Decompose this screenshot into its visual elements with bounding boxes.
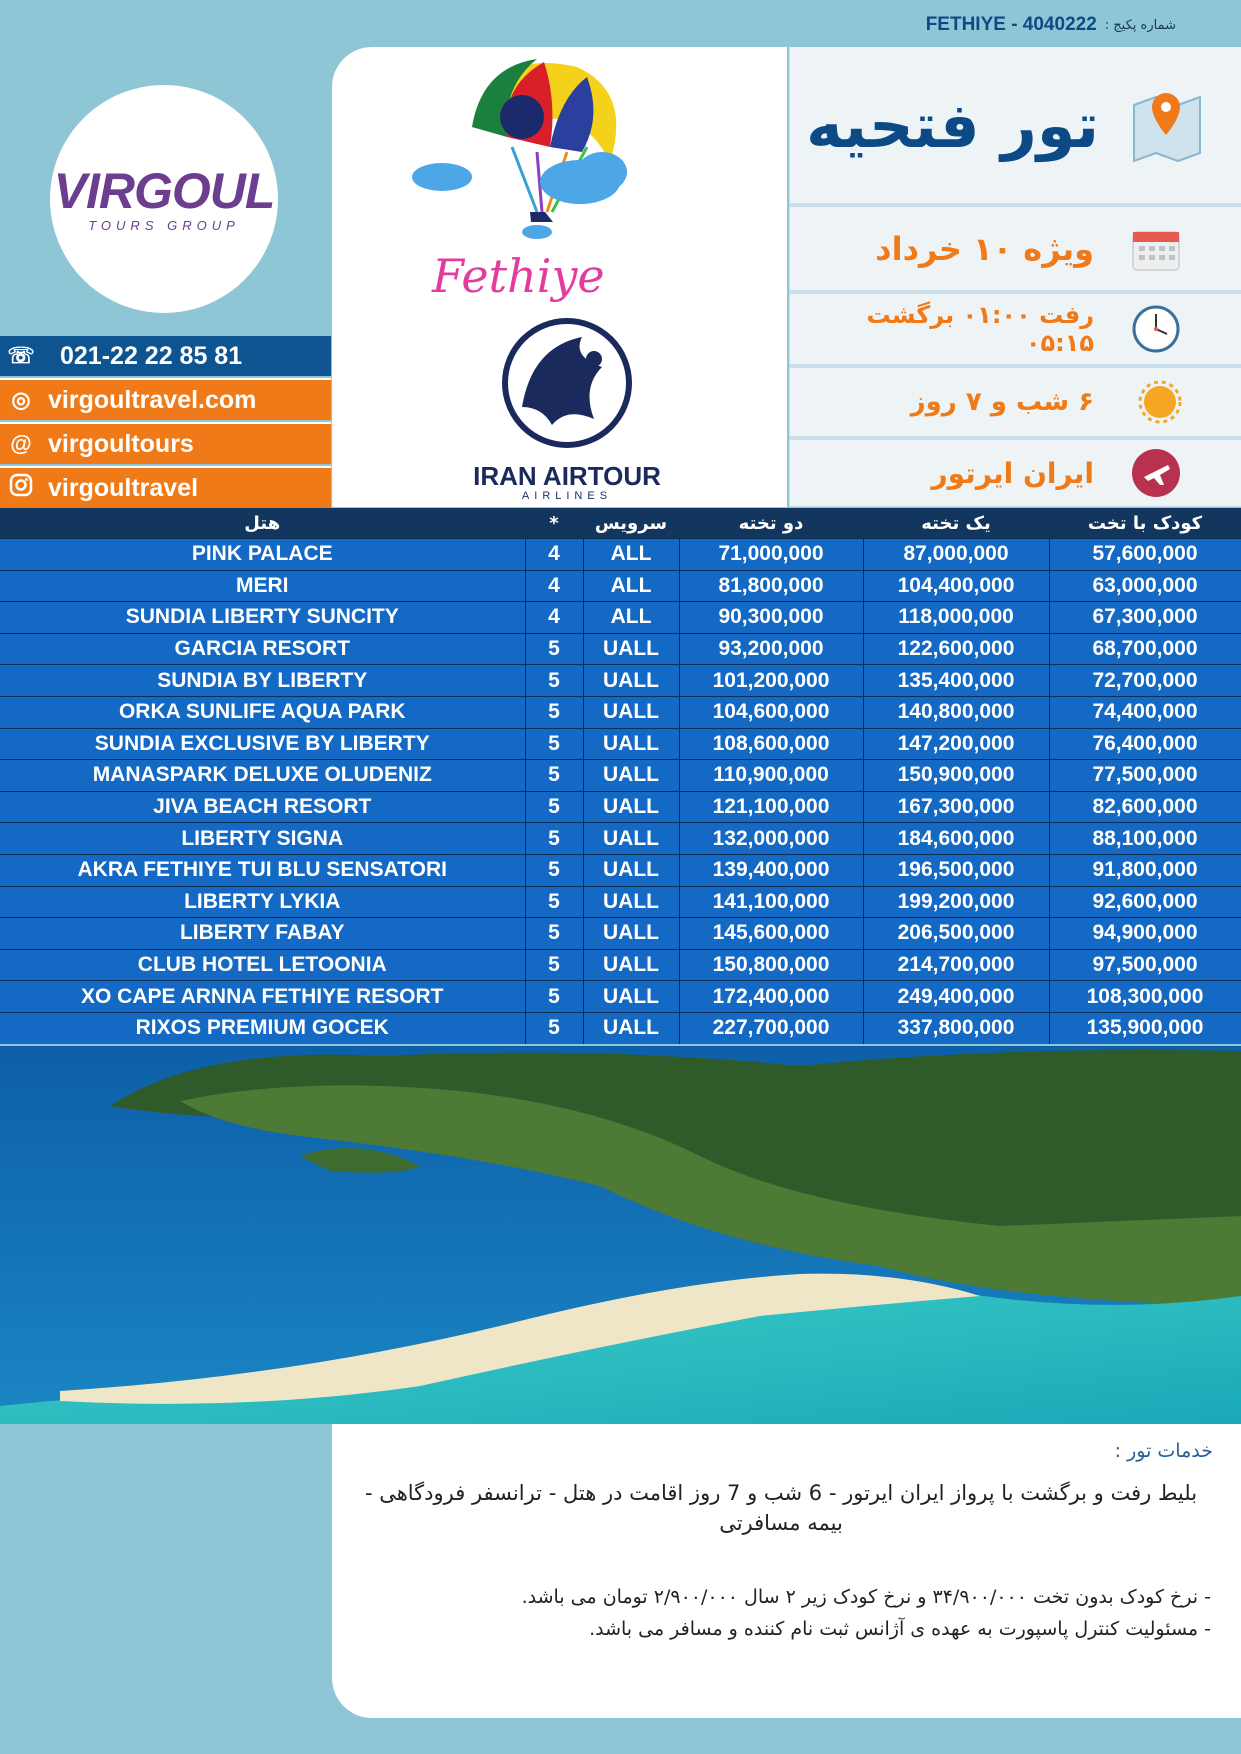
cell-hotel: AKRA FETHIYE TUI BLU SENSATORI — [0, 854, 525, 886]
cell-child: 57,600,000 — [1049, 539, 1241, 571]
cell-star: 5 — [525, 696, 583, 728]
cell-hotel: SUNDIA EXCLUSIVE BY LIBERTY — [0, 728, 525, 760]
cell-single: 337,800,000 — [863, 1012, 1049, 1043]
cell-child: 91,800,000 — [1049, 854, 1241, 886]
cell-single: 135,400,000 — [863, 665, 1049, 697]
package-code: FETHIYE - 4040222 — [925, 14, 1097, 35]
cell-single: 104,400,000 — [863, 570, 1049, 602]
header-child: کودک با تخت — [1049, 508, 1241, 539]
cell-child: 77,500,000 — [1049, 760, 1241, 792]
info-duration-row — [790, 368, 1241, 436]
flight-times: رفت ۰۱:۰۰ برگشت ۰۵:۱۵ — [866, 301, 1095, 357]
info-title-row — [790, 47, 1241, 203]
cell-hotel: SUNDIA LIBERTY SUNCITY — [0, 602, 525, 634]
cell-service: UALL — [583, 760, 679, 792]
table-row — [0, 791, 1241, 823]
cell-child: 67,300,000 — [1049, 602, 1241, 634]
cell-service: UALL — [583, 886, 679, 918]
cell-double: 93,200,000 — [679, 633, 863, 665]
cell-service: UALL — [583, 1012, 679, 1043]
phone-icon: ☏ — [7, 343, 35, 368]
cell-hotel: RIXOS PREMIUM GOCEK — [0, 1012, 525, 1043]
cell-star: 5 — [525, 791, 583, 823]
contact-website-text: virgoultravel.com — [48, 385, 257, 414]
cell-service: ALL — [583, 602, 679, 634]
contact-email[interactable] — [0, 422, 331, 464]
table-row — [0, 539, 1241, 571]
cell-star: 5 — [525, 728, 583, 760]
child-rate-note: - نرخ کودک بدون تخت ۳۴/۹۰۰/۰۰۰ و نرخ کودک زیر ۲ سال ۲/۹۰۰/۰۰۰ تومان می باشد. — [521, 1586, 1211, 1608]
passport-note: - مسئولیت کنترل پاسپورت به عهده ی آژانس ثبت نام کننده و مسافر می باشد. — [589, 1618, 1211, 1640]
cell-child: 74,400,000 — [1049, 696, 1241, 728]
cell-single: 167,300,000 — [863, 791, 1049, 823]
table-row — [0, 728, 1241, 760]
cell-double: 227,700,000 — [679, 1012, 863, 1043]
cell-double: 145,600,000 — [679, 918, 863, 950]
calendar-icon — [1116, 219, 1196, 279]
cell-star: 5 — [525, 1012, 583, 1043]
table-row — [0, 602, 1241, 634]
cell-single: 140,800,000 — [863, 696, 1049, 728]
cell-hotel: LIBERTY SIGNA — [0, 823, 525, 855]
globe-icon: ◎ — [11, 387, 31, 412]
cell-service: UALL — [583, 918, 679, 950]
cell-hotel: SUNDIA BY LIBERTY — [0, 665, 525, 697]
table-row — [0, 633, 1241, 665]
header-hotel: هتل — [0, 508, 525, 539]
cell-star: 5 — [525, 760, 583, 792]
table-row — [0, 696, 1241, 728]
services-title: خدمات تور : — [1114, 1440, 1213, 1462]
cell-service: UALL — [583, 728, 679, 760]
info-special-row — [790, 207, 1241, 290]
contact-email-text: virgoultours — [48, 429, 194, 458]
services-body: بلیط رفت و برگشت با پرواز ایران ایرتور - 6 شب و 7 روز اقامت در هتل - ترانسفر فرودگاهی - بیمه مسافرتی — [364, 1481, 1198, 1535]
cell-star: 4 — [525, 602, 583, 634]
cell-child: 108,300,000 — [1049, 981, 1241, 1013]
info-times-row — [790, 294, 1241, 364]
header-service: سرویس — [583, 508, 679, 539]
cell-star: 5 — [525, 665, 583, 697]
airline-name-fa: ایران ایرتور — [931, 456, 1094, 490]
virgoul-logo — [50, 85, 278, 313]
contact-phone-text: 021-22 22 85 81 — [60, 341, 243, 370]
airline-sub: AIRLINES — [521, 490, 613, 502]
cell-service: UALL — [583, 791, 679, 823]
cell-single: 199,200,000 — [863, 886, 1049, 918]
cell-double: 141,100,000 — [679, 886, 863, 918]
cell-single: 196,500,000 — [863, 854, 1049, 886]
cell-double: 110,900,000 — [679, 760, 863, 792]
cell-star: 5 — [525, 918, 583, 950]
cell-double: 139,400,000 — [679, 854, 863, 886]
cell-child: 88,100,000 — [1049, 823, 1241, 855]
cell-hotel: PINK PALACE — [0, 539, 525, 571]
cell-star: 5 — [525, 854, 583, 886]
table-body — [0, 539, 1241, 1044]
cell-single: 184,600,000 — [863, 823, 1049, 855]
header-star: * — [525, 508, 583, 539]
package-number — [796, 8, 1176, 42]
cell-double: 90,300,000 — [679, 602, 863, 634]
services-panel — [332, 1424, 1241, 1718]
map-pin-icon — [1121, 80, 1211, 170]
cell-star: 5 — [525, 823, 583, 855]
logo-brand: VIRGOUL — [53, 162, 275, 219]
cell-child: 76,400,000 — [1049, 728, 1241, 760]
table-row — [0, 949, 1241, 981]
cell-single: 206,500,000 — [863, 918, 1049, 950]
cell-child: 97,500,000 — [1049, 949, 1241, 981]
iran-airtour-logo-icon — [505, 321, 629, 445]
cell-double: 108,600,000 — [679, 728, 863, 760]
cell-hotel: CLUB HOTEL LETOONIA — [0, 949, 525, 981]
cell-double: 81,800,000 — [679, 570, 863, 602]
cell-hotel: LIBERTY FABAY — [0, 918, 525, 950]
cell-child: 82,600,000 — [1049, 791, 1241, 823]
cell-double: 104,600,000 — [679, 696, 863, 728]
cell-hotel: JIVA BEACH RESORT — [0, 791, 525, 823]
cell-double: 121,100,000 — [679, 791, 863, 823]
logo-tagline: TOURS GROUP — [88, 217, 240, 233]
cell-child: 94,900,000 — [1049, 918, 1241, 950]
center-panel — [332, 47, 787, 507]
cell-double: 172,400,000 — [679, 981, 863, 1013]
contact-instagram[interactable] — [0, 466, 331, 508]
cell-star: 4 — [525, 570, 583, 602]
table-row — [0, 665, 1241, 697]
info-airline-row — [790, 440, 1241, 506]
cell-star: 5 — [525, 886, 583, 918]
clock-icon — [1116, 299, 1196, 359]
cell-star: 5 — [525, 633, 583, 665]
cell-double: 71,000,000 — [679, 539, 863, 571]
fethiye-script: Fethiye — [432, 249, 605, 303]
cell-single: 214,700,000 — [863, 949, 1049, 981]
cell-single: 249,400,000 — [863, 981, 1049, 1013]
table-row — [0, 570, 1241, 602]
cell-hotel: MERI — [0, 570, 525, 602]
sun-moon-icon — [1116, 372, 1196, 432]
table-row — [0, 981, 1241, 1013]
table-row — [0, 1012, 1241, 1043]
price-table — [0, 508, 1241, 1044]
cell-hotel: ORKA SUNLIFE AQUA PARK — [0, 696, 525, 728]
package-label: شماره پکیج : — [1104, 17, 1176, 33]
table-row — [0, 854, 1241, 886]
cell-service: UALL — [583, 823, 679, 855]
cell-child: 68,700,000 — [1049, 633, 1241, 665]
table-row — [0, 918, 1241, 950]
cell-hotel: GARCIA RESORT — [0, 633, 525, 665]
fethiye-lagoon-image — [0, 1046, 1241, 1424]
cell-hotel: XO CAPE ARNNA FETHIYE RESORT — [0, 981, 525, 1013]
cell-child: 72,700,000 — [1049, 665, 1241, 697]
cell-double: 101,200,000 — [679, 665, 863, 697]
cell-double: 132,000,000 — [679, 823, 863, 855]
cell-star: 4 — [525, 539, 583, 571]
tour-title: تور فتحیه — [806, 88, 1099, 162]
cell-single: 122,600,000 — [863, 633, 1049, 665]
cell-service: ALL — [583, 570, 679, 602]
cell-hotel: MANASPARK DELUXE OLUDENIZ — [0, 760, 525, 792]
cell-single: 147,200,000 — [863, 728, 1049, 760]
cell-child: 63,000,000 — [1049, 570, 1241, 602]
table-row — [0, 760, 1241, 792]
cell-service: UALL — [583, 696, 679, 728]
header-single: یک تخته — [863, 508, 1049, 539]
table-header — [0, 508, 1241, 539]
cell-child: 92,600,000 — [1049, 886, 1241, 918]
cell-single: 87,000,000 — [863, 539, 1049, 571]
cell-service: UALL — [583, 949, 679, 981]
at-icon: @ — [10, 431, 32, 456]
special-date: ویژه ۱۰ خرداد — [875, 229, 1094, 268]
plane-badge-icon — [1116, 443, 1196, 503]
table-row — [0, 886, 1241, 918]
cell-service: UALL — [583, 854, 679, 886]
contact-phone[interactable] — [0, 336, 331, 376]
cell-single: 150,900,000 — [863, 760, 1049, 792]
cell-double: 150,800,000 — [679, 949, 863, 981]
cell-child: 135,900,000 — [1049, 1012, 1241, 1043]
cell-service: UALL — [583, 633, 679, 665]
cell-hotel: LIBERTY LYKIA — [0, 886, 525, 918]
tour-duration: ۶ شب و ۷ روز — [910, 387, 1094, 417]
cell-service: UALL — [583, 981, 679, 1013]
cell-service: UALL — [583, 665, 679, 697]
cell-service: ALL — [583, 539, 679, 571]
cell-star: 5 — [525, 981, 583, 1013]
contact-website[interactable] — [0, 378, 331, 420]
table-row — [0, 823, 1241, 855]
cell-star: 5 — [525, 949, 583, 981]
contact-instagram-text: virgoultravel — [48, 473, 199, 502]
airline-name: IRAN AIRTOUR — [473, 461, 661, 491]
instagram-icon — [0, 473, 42, 503]
center-artwork — [332, 47, 787, 507]
header-double: دو تخته — [679, 508, 863, 539]
cell-single: 118,000,000 — [863, 602, 1049, 634]
